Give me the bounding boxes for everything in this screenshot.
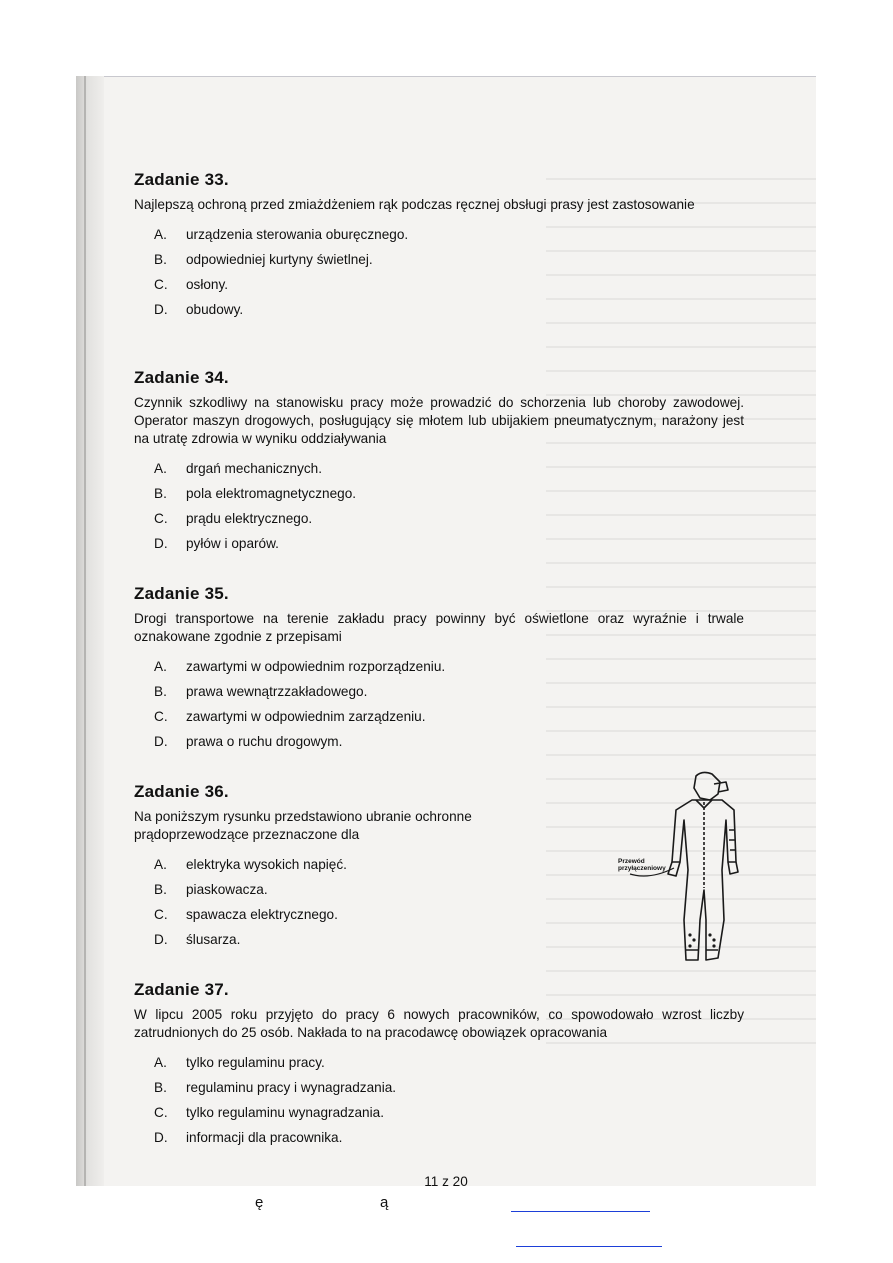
page-number: 11 z 20 <box>424 1174 468 1186</box>
task-question: W lipcu 2005 roku przyjęto do pracy 6 nowych pracowników, co spowodowało wzrost liczby zatrudnionych do 25 osób. Nakłada to na pracodawcę obowiązek opracowania <box>134 1007 744 1040</box>
answer-a: A. elektryka wysokich napięć. <box>154 857 347 872</box>
answer-list <box>134 1050 744 1150</box>
task-question: Najlepszą ochroną przed zmiażdżeniem rąk podczas ręcznej obsługi prasy jest zastosowanie <box>134 197 695 212</box>
task-title: Zadanie 36. <box>134 782 229 801</box>
task-title: Zadanie 35. <box>134 584 229 603</box>
answer-b: B. odpowiedniej kurtyny świetlnej. <box>154 252 373 267</box>
task-37 <box>134 980 744 1150</box>
answer-c: C. tylko regulaminu wynagradzania. <box>154 1105 384 1120</box>
answer-a: A. tylko regulaminu pracy. <box>154 1055 325 1070</box>
binding-line <box>84 76 86 1186</box>
task-question: Czynnik szkodliwy na stanowisku pracy może prowadzić do schorzenia lub choroby zawodowej. Operator maszyn drogowych, posługujący się młotem lub ubijakiem pneumatycznym, narażony jest na utratę zdrowia w wyniku oddziaływania <box>134 395 744 446</box>
answer-b: B. piaskowacza. <box>154 882 268 897</box>
answer-list <box>134 222 744 322</box>
task-34 <box>134 368 744 556</box>
binding-shadow <box>76 76 104 1186</box>
task-33 <box>134 170 744 322</box>
task-question: Drogi transportowe na terenie zakładu pracy powinny być oświetlone oraz wyraźnie i trwale oznakowane zgodnie z przepisami <box>134 611 744 644</box>
answer-a: A. zawartymi w odpowiednim rozporządzeniu. <box>154 659 446 674</box>
answer-b: B. pola elektromagnetycznego. <box>154 486 357 501</box>
wire-label-line1: Przewód <box>618 858 645 865</box>
task-35 <box>134 584 744 754</box>
footer-char-a: ą <box>380 1194 389 1211</box>
answer-d: D. prawa o ruchu drogowym. <box>154 734 343 749</box>
wire-label-line2: przyłączeniowy <box>618 865 666 872</box>
answer-d: D. ślusarza. <box>154 932 241 947</box>
task-36 <box>134 782 474 952</box>
footer-link-1[interactable] <box>511 1211 650 1212</box>
answer-d: D. pyłów i oparów. <box>154 536 279 551</box>
answer-c: C. prądu elektrycznego. <box>154 511 313 526</box>
answer-c: C. zawartymi w odpowiednim zarządzeniu. <box>154 709 426 724</box>
answer-list <box>134 654 744 754</box>
answer-a: A. drgań mechanicznych. <box>154 461 323 476</box>
answer-b: B. prawa wewnątrzzakładowego. <box>154 684 368 699</box>
task-title: Zadanie 34. <box>134 368 229 387</box>
footer-link-2[interactable] <box>516 1246 662 1247</box>
footer-char-e: ę <box>255 1194 264 1211</box>
task-title: Zadanie 33. <box>134 170 229 189</box>
task-title: Zadanie 37. <box>134 980 229 999</box>
answer-c: C. spawacza elektrycznego. <box>154 907 338 922</box>
protective-suit-figure <box>610 770 750 970</box>
answer-d: D. informacji dla pracownika. <box>154 1130 343 1145</box>
task-question: Na poniższym rysunku przedstawiono ubranie ochronne prądoprzewodzące przeznaczone dla <box>134 809 472 842</box>
answer-list <box>134 852 474 952</box>
answer-b: B. regulaminu pracy i wynagradzania. <box>154 1080 397 1095</box>
answer-d: D. obudowy. <box>154 302 244 317</box>
answer-c: C. osłony. <box>154 277 229 292</box>
answer-a: A. urządzenia sterowania oburęcznego. <box>154 227 409 242</box>
answer-list <box>134 456 744 556</box>
top-rule <box>76 76 816 77</box>
wire-label <box>618 858 666 872</box>
